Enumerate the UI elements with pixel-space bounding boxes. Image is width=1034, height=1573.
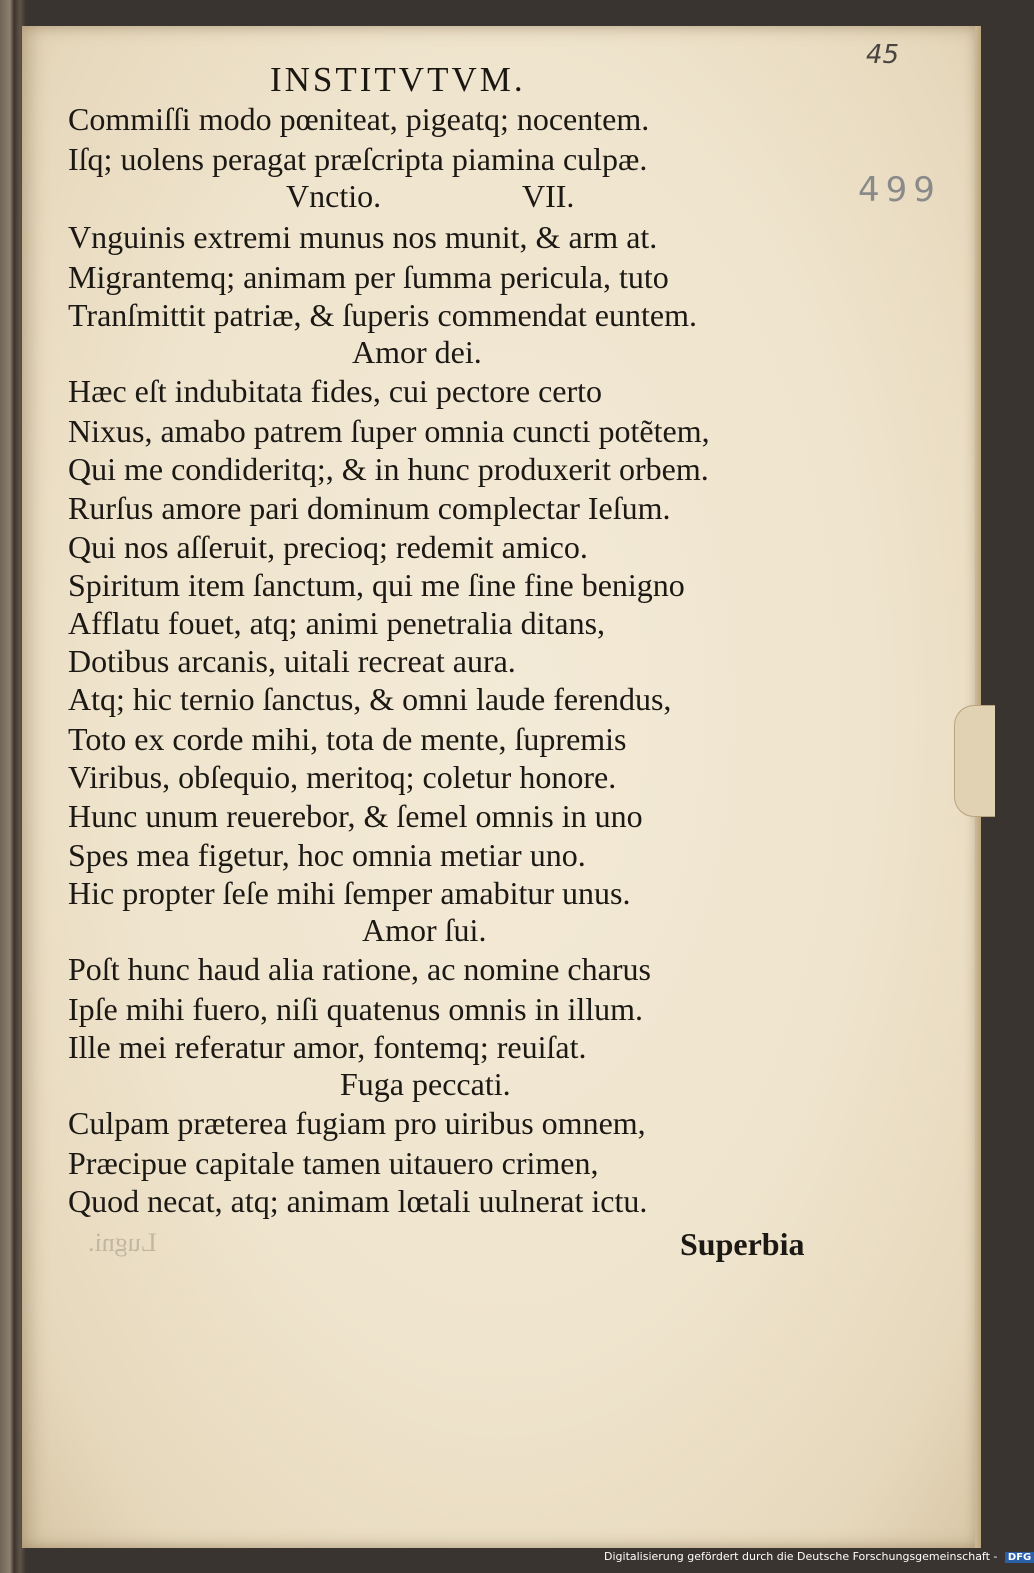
catchword: Superbia <box>680 1226 805 1262</box>
credit-text: Digitalisierung gefördert durch die Deutsche Forschungsgemeinschaft - <box>604 1550 998 1563</box>
verse-line: Qui nos aſſeruit, precioq; redemit amico. <box>68 529 588 565</box>
section-heading: Vnctio. <box>286 178 382 214</box>
verse-line: Viribus, obſequio, meritoq; coletur honore. <box>68 759 617 795</box>
folio-number: 45 <box>866 40 900 70</box>
section-heading: Fuga peccati. <box>340 1066 511 1102</box>
verse-line: Hic propter ſeſe mihi ſemper amabitur unus. <box>68 875 631 911</box>
verse-line: Migrantemq; animam per ſumma pericula, tuto <box>68 259 669 295</box>
section-heading: Amor ſui. <box>362 912 487 948</box>
verse-line: Præcipue capitale tamen uitauero crimen, <box>68 1145 599 1181</box>
verse-line: Hæc eſt indubitata fides, cui pectore certo <box>68 373 603 409</box>
section-number: VII. <box>522 178 575 214</box>
verse-line: Quod necat, atq; animam lœtali uulnerat ictu. <box>68 1183 648 1219</box>
verse-line: Spiritum item ſanctum, qui me ſine fine benigno <box>68 567 685 603</box>
verse-line: Poſt hunc haud alia ratione, ac nomine charus <box>68 951 651 987</box>
verse-line: Hunc unum reuerebor, & ſemel omnis in uno <box>68 798 643 834</box>
running-head: INSTITVTVM. <box>270 60 526 99</box>
verse-line: Iſq; uolens peragat præſcripta piamina culpæ. <box>68 141 648 177</box>
verse-line: Toto ex corde mihi, tota de mente, ſupremis <box>68 721 627 757</box>
digitization-credit <box>604 1550 1034 1563</box>
verse-line: Spes mea figetur, hoc omnia metiar uno. <box>68 837 586 873</box>
verse-line: Culpam præterea fugiam pro uiribus omnem, <box>68 1105 646 1141</box>
verse-line: Nixus, amabo patrem ſuper omnia cuncti potẽtem, <box>68 413 710 449</box>
bleed-through-text: Lugni. <box>88 1228 157 1257</box>
verse-line: Vnguinis extremi munus nos munit, & arm at. <box>68 219 658 255</box>
verse-line: Tranſmittit patriæ, & ſuperis commendat euntem. <box>68 297 697 333</box>
verse-line: Afflatu fouet, atq; animi penetralia ditans, <box>68 605 606 641</box>
verse-line: Rurſus amore pari dominum complectar Ieſum. <box>68 490 671 526</box>
verse-line: Ipſe mihi fuero, niſi quatenus omnis in illum. <box>68 991 644 1027</box>
verse-line: Dotibus arcanis, uitali recreat aura. <box>68 643 516 679</box>
page-tab <box>954 705 995 817</box>
section-heading: Amor dei. <box>352 334 482 370</box>
verse-line: Qui me condideritq;, & in hunc produxerit orbem. <box>68 451 709 487</box>
verse-line: Atq; hic ternio ſanctus, & omni laude ferendus, <box>68 681 672 717</box>
verse-line: Ille mei referatur amor, fontemq; reuiſat. <box>68 1029 587 1065</box>
pencil-annotation: 499 <box>858 170 941 210</box>
verse-line: Commiſſi modo pœniteat, pigeatq; nocentem. <box>68 101 650 137</box>
dfg-logo: DFG <box>1005 1552 1034 1563</box>
